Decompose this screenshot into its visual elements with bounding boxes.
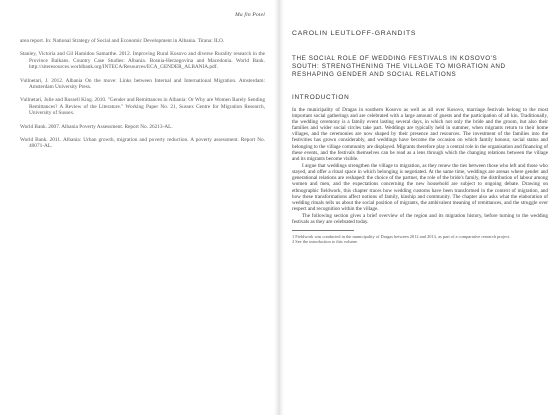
body-paragraph: The following section gives a brief overview of the region and its migration history, before turning to the wedding festivals as they are celebrated today. [292,213,548,226]
footnote: 2 See the introduction to this volume. [292,238,358,244]
running-head: Ma fin Potel [235,12,265,18]
body-paragraph: In the municipality of Dragas in southern Kosovo as well as all over Kosovo, marriage festivals belong to the most important social gatherings and are celebrated with a large amount of guests and the participation of all kin. Traditionally, the wedding ceremony is a family event lasting several days, in which not only the bride and the groom, but also their families and wider social circles take part. Weddings are typically held in summer, when migrants return to their home villages, and the ceremonies are now shaped by their presence and resources. The investment of the families into the festivities has grown considerably, and weddings have become the occasion on which family honour, social status and belonging to the village community are displayed. Migrants therefore play a central role in the organisation and financing of these events, and the festivals themselves can be read as a lens through which the changing relations between the village and its migrants become visible. [292,106,548,162]
footnote-rule [292,230,354,231]
body-paragraph: I argue that weddings strengthen the village to migration, as they renew the ties between those who left and those who stayed, and offer a ritual space in which belonging is negotiated. At the same time, weddings are arenas where gender and generational relations are reshaped: the choice of the partner, the role of the bride's family, the distribution of labour among women and men, and the expectations concerning the new household are subject to ongoing debate. Drawing on ethnographic fieldwork, this chapter traces how wedding customs have been transformed in the context of migration, and how these transformations affect notions of family, kinship and community. The chapter also asks what the elaboration of wedding rituals tells us about the social position of migrants, the ambivalent meaning of remittances, and the struggle over respect and recognition within the village. [292,163,548,213]
reference-entry: Vullnetari, J. 2012. Albania On the move: Links between Internal and International Migration. Amsterdam: Amsterdam University Press. [20,77,265,91]
chapter-author: CAROLIN LEUTLOFF-GRANDITS [292,30,417,37]
reference-entry: Vullnetari, Julie and Russell King. 2010. "Gender and Remittances in Albania: Or Why are Women Rarely Sending Remittances? A Review of the Literature." Working Paper No. 21, Sussex Centre for Migration Research, University of Sussex. [20,97,265,117]
left-page [0,0,278,415]
section-heading: INTRODUCTION [292,93,350,101]
footnote: 1 Fieldwork was conducted in the municipality of Dragas between 2012 and 2013, as part of a comparative research project. [292,233,511,239]
reference-entry: World Bank. 2007. Albania Poverty Assessment. Report No. 26213-AL. [20,123,173,130]
reference-entry: World Bank. 2011. Albania: Urban growth, migration and poverty reduction. A poverty assessment. Report No. 40071-AL. [20,137,265,150]
left-page-content [20,12,265,157]
chapter-title-line: THE SOCIAL ROLE OF WEDDING FESTIVALS IN KOSOVO'S [292,55,498,62]
right-page [278,0,560,415]
chapter-title [292,55,548,80]
chapter-title-line: RESHAPING GENDER AND SOCIAL RELATIONS [292,71,457,79]
reference-list [20,38,265,150]
right-page-content [292,30,548,244]
reference-entry: area report. In: National Strategy of Social and Economic Development in Albania. Tirana: ILO. [20,38,225,44]
chapter-title-line: SOUTH: STRENGTHENING THE VILLAGE TO MIGRATION AND [292,63,506,71]
reference-entry: Stanley, Victoria and Gil Hamidou Samarthe. 2012. Improving Rural Kosovo and diverse Rurality research in the Province Balkans. Country Case Studies: Albania. Bosnia-Herzegovina and Macedonia. World Bank. http://siteresources.worldbank.org/INTECA/Resources/ECA_GENDER_ALBANIA.pdf. [20,51,265,71]
